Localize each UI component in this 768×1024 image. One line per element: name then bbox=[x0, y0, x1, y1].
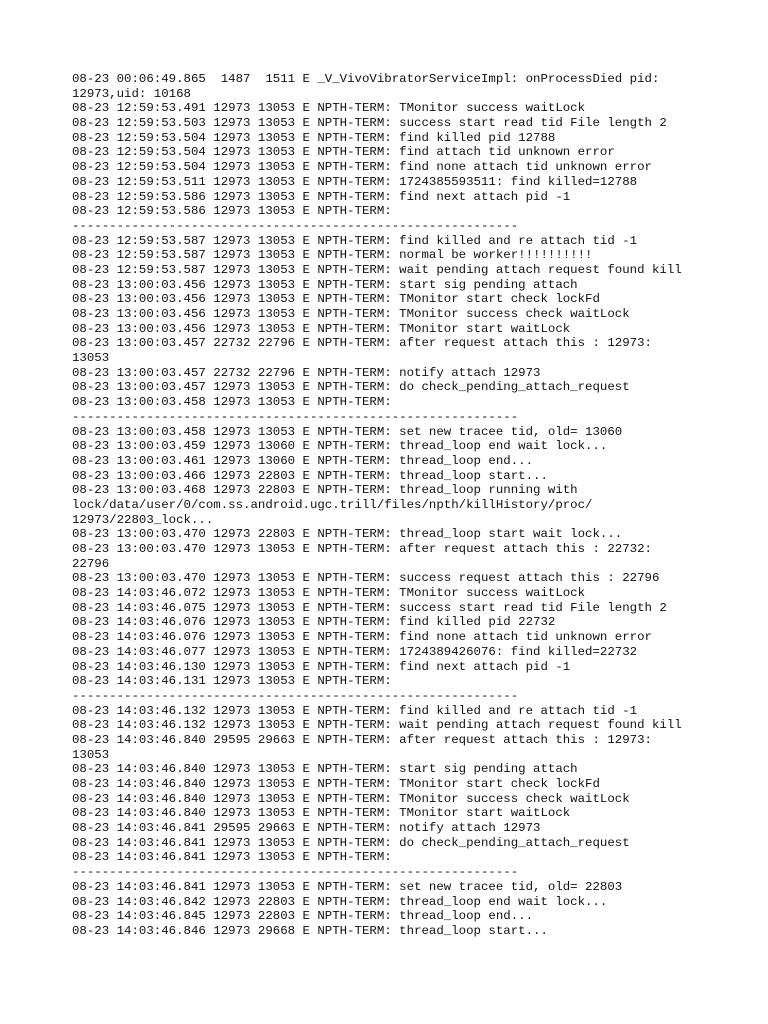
log-line: 12973,uid: 10168 bbox=[72, 86, 191, 101]
log-line: 08-23 14:03:46.842 12973 22803 E NPTH-TERM: thread_loop end wait lock... bbox=[72, 894, 608, 909]
log-line: 08-23 14:03:46.846 12973 29668 E NPTH-TERM: thread_loop start... bbox=[72, 923, 548, 938]
log-line: 13053 bbox=[72, 351, 110, 366]
log-line: 08-23 13:00:03.458 12973 13053 E NPTH-TERM: bbox=[72, 395, 392, 410]
log-line: 08-23 13:00:03.456 12973 13053 E NPTH-TERM: TMonitor start waitLock bbox=[72, 321, 571, 336]
log-line: 08-23 14:03:46.075 12973 13053 E NPTH-TERM: success start read tid File length 2 bbox=[72, 600, 667, 615]
log-line: lock/data/user/0/com.ss.android.ugc.trill/files/npth/killHistory/proc/ bbox=[72, 497, 593, 512]
log-line: 13053 bbox=[72, 747, 110, 762]
log-line: 08-23 14:03:46.841 12973 13053 E NPTH-TERM: do check_pending_attach_request bbox=[72, 835, 630, 850]
log-line: 08-23 12:59:53.503 12973 13053 E NPTH-TERM: success start read tid File length 2 bbox=[72, 116, 667, 131]
log-line: 08-23 12:59:53.504 12973 13053 E NPTH-TERM: find none attach tid unknown error bbox=[72, 160, 652, 175]
log-line: 22796 bbox=[72, 556, 110, 571]
log-line: 08-23 12:59:53.587 12973 13053 E NPTH-TERM: normal be worker!!!!!!!!!! bbox=[72, 248, 593, 263]
log-line: 08-23 14:03:46.841 29595 29663 E NPTH-TERM: notify attach 12973 bbox=[72, 821, 541, 836]
log-line: 08-23 12:59:53.491 12973 13053 E NPTH-TERM: TMonitor success waitLock bbox=[72, 101, 586, 116]
log-line: 08-23 14:03:46.840 29595 29663 E NPTH-TERM: after request attach this : 12973: bbox=[72, 732, 652, 747]
log-line: 08-23 13:00:03.456 12973 13053 E NPTH-TERM: TMonitor start check lockFd bbox=[72, 292, 600, 307]
log-line: 08-23 12:59:53.586 12973 13053 E NPTH-TERM: find next attach pid -1 bbox=[72, 189, 571, 204]
log-separator: ------------------------------------------------------------ bbox=[72, 865, 519, 880]
log-line: 08-23 13:00:03.457 22732 22796 E NPTH-TERM: after request attach this : 12973: bbox=[72, 336, 652, 351]
log-line: 08-23 13:00:03.461 12973 13060 E NPTH-TERM: thread_loop end... bbox=[72, 453, 534, 468]
log-line: 08-23 14:03:46.076 12973 13053 E NPTH-TERM: find killed pid 22732 bbox=[72, 615, 556, 630]
log-line: 08-23 12:59:53.586 12973 13053 E NPTH-TERM: bbox=[72, 204, 392, 219]
log-line: 08-23 13:00:03.470 12973 13053 E NPTH-TERM: success request attach this : 22796 bbox=[72, 571, 660, 586]
log-line: 08-23 14:03:46.840 12973 13053 E NPTH-TERM: start sig pending attach bbox=[72, 762, 578, 777]
log-line: 08-23 00:06:49.865 1487 1511 E _V_VivoVibratorServiceImpl: onProcessDied pid: bbox=[72, 72, 660, 86]
log-line: 08-23 13:00:03.458 12973 13053 E NPTH-TERM: set new tracee tid, old= 13060 bbox=[72, 424, 623, 439]
log-line: 08-23 13:00:03.459 12973 13060 E NPTH-TERM: thread_loop end wait lock... bbox=[72, 439, 608, 454]
log-separator: ------------------------------------------------------------ bbox=[72, 409, 519, 424]
log-line: 08-23 14:03:46.132 12973 13053 E NPTH-TERM: wait pending attach request found kill bbox=[72, 718, 682, 733]
log-line: 08-23 14:03:46.132 12973 13053 E NPTH-TERM: find killed and re attach tid -1 bbox=[72, 703, 638, 718]
log-line: 08-23 13:00:03.468 12973 22803 E NPTH-TERM: thread_loop running with bbox=[72, 483, 578, 498]
log-line: 08-23 12:59:53.504 12973 13053 E NPTH-TERM: find attach tid unknown error bbox=[72, 145, 615, 160]
log-line: 08-23 14:03:46.076 12973 13053 E NPTH-TERM: find none attach tid unknown error bbox=[72, 630, 652, 645]
log-line: 08-23 14:03:46.845 12973 22803 E NPTH-TERM: thread_loop end... bbox=[72, 909, 534, 924]
log-line: 08-23 13:00:03.456 12973 13053 E NPTH-TERM: start sig pending attach bbox=[72, 277, 578, 292]
log-line: 08-23 14:03:46.130 12973 13053 E NPTH-TERM: find next attach pid -1 bbox=[72, 659, 571, 674]
log-line: 08-23 14:03:46.840 12973 13053 E NPTH-TERM: TMonitor success check waitLock bbox=[72, 791, 630, 806]
log-line: 08-23 14:03:46.131 12973 13053 E NPTH-TERM: bbox=[72, 674, 392, 689]
log-line: 08-23 12:59:53.504 12973 13053 E NPTH-TERM: find killed pid 12788 bbox=[72, 130, 556, 145]
log-document bbox=[72, 72, 712, 939]
log-line: 08-23 13:00:03.470 12973 22803 E NPTH-TERM: thread_loop start wait lock... bbox=[72, 527, 623, 542]
log-line: 08-23 12:59:53.511 12973 13053 E NPTH-TERM: 1724385593511: find killed=12788 bbox=[72, 174, 638, 189]
log-line: 08-23 13:00:03.456 12973 13053 E NPTH-TERM: TMonitor success check waitLock bbox=[72, 307, 630, 321]
log-separator: ------------------------------------------------------------ bbox=[72, 688, 519, 703]
log-line: 08-23 14:03:46.841 12973 13053 E NPTH-TERM: set new tracee tid, old= 22803 bbox=[72, 879, 623, 894]
log-line: 12973/22803_lock... bbox=[72, 512, 214, 527]
log-line: 08-23 14:03:46.077 12973 13053 E NPTH-TERM: 1724389426076: find killed=22732 bbox=[72, 644, 638, 659]
log-line: 08-23 13:00:03.466 12973 22803 E NPTH-TERM: thread_loop start... bbox=[72, 468, 548, 483]
log-line: 08-23 13:00:03.457 22732 22796 E NPTH-TERM: notify attach 12973 bbox=[72, 365, 541, 380]
log-line: 08-23 13:00:03.457 12973 13053 E NPTH-TERM: do check_pending_attach_request bbox=[72, 380, 630, 395]
log-line: 08-23 14:03:46.841 12973 13053 E NPTH-TERM: bbox=[72, 850, 392, 865]
log-line: 08-23 14:03:46.072 12973 13053 E NPTH-TERM: TMonitor success waitLock bbox=[72, 586, 586, 601]
log-line: 08-23 14:03:46.840 12973 13053 E NPTH-TERM: TMonitor start waitLock bbox=[72, 806, 571, 821]
log-line: 08-23 12:59:53.587 12973 13053 E NPTH-TERM: find killed and re attach tid -1 bbox=[72, 233, 638, 248]
log-line: 08-23 14:03:46.840 12973 13053 E NPTH-TERM: TMonitor start check lockFd bbox=[72, 777, 600, 791]
log-separator: ------------------------------------------------------------ bbox=[72, 218, 519, 233]
log-line: 08-23 13:00:03.470 12973 13053 E NPTH-TERM: after request attach this : 22732: bbox=[72, 542, 652, 556]
log-line: 08-23 12:59:53.587 12973 13053 E NPTH-TERM: wait pending attach request found kill bbox=[72, 262, 682, 277]
